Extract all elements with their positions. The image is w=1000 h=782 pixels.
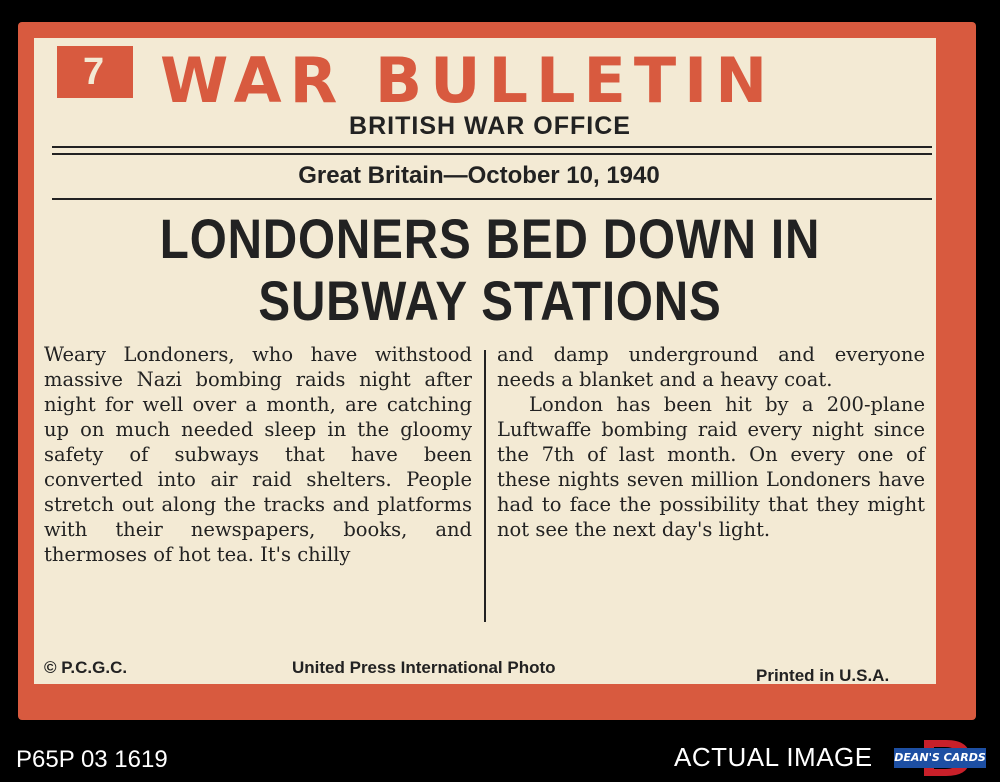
article-left-column — [44, 342, 472, 567]
article-right-text-2: London has been hit by a 200-plane Luftwaffe bombing raid every night since the 7th of last month. On every one of these nights seven million Londoners have had to face the possibility that they might not see the next day's light. — [497, 393, 925, 541]
article-right-text-1: and damp underground and everyone needs a blanket and a heavy coat. — [497, 343, 925, 391]
footer-printed: Printed in U.S.A. — [756, 666, 890, 685]
card-subtitle: BRITISH WAR OFFICE — [349, 112, 631, 140]
footer-photo-credit: United Press International Photo — [292, 658, 556, 677]
article-right-column — [497, 342, 925, 542]
logo-text: DEAN'S CARDS — [894, 748, 986, 768]
card-title: WAR BULLETIN — [160, 44, 776, 117]
actual-image-label: ACTUAL IMAGE — [674, 742, 873, 772]
top-rule-2 — [52, 153, 932, 155]
footer-copyright: © P.C.G.C. — [44, 658, 128, 677]
headline-line-1: LONDONERS BED DOWN IN — [159, 207, 821, 270]
headline-line-2: SUBWAY STATIONS — [258, 269, 722, 332]
card-number-badge: 7 — [57, 46, 133, 98]
column-divider — [484, 350, 486, 622]
article-left-text: Weary Londoners, who have withstood massive Nazi bombing raids night after night for well over a month, are catching up on much needed sleep in the gloomy safety of subways that have been converted into air raid shelters. People stretch out along the tracks and platforms with their newspapers, books, and thermoses of hot tea. It's chilly — [44, 343, 472, 566]
dateline: Great Britain—October 10, 1940 — [298, 162, 660, 189]
headline-rule — [52, 198, 932, 200]
headline — [125, 208, 856, 332]
top-rule-1 — [52, 146, 932, 148]
scan-id-label: P65P 03 1619 — [16, 746, 168, 773]
deans-cards-logo — [894, 738, 986, 778]
